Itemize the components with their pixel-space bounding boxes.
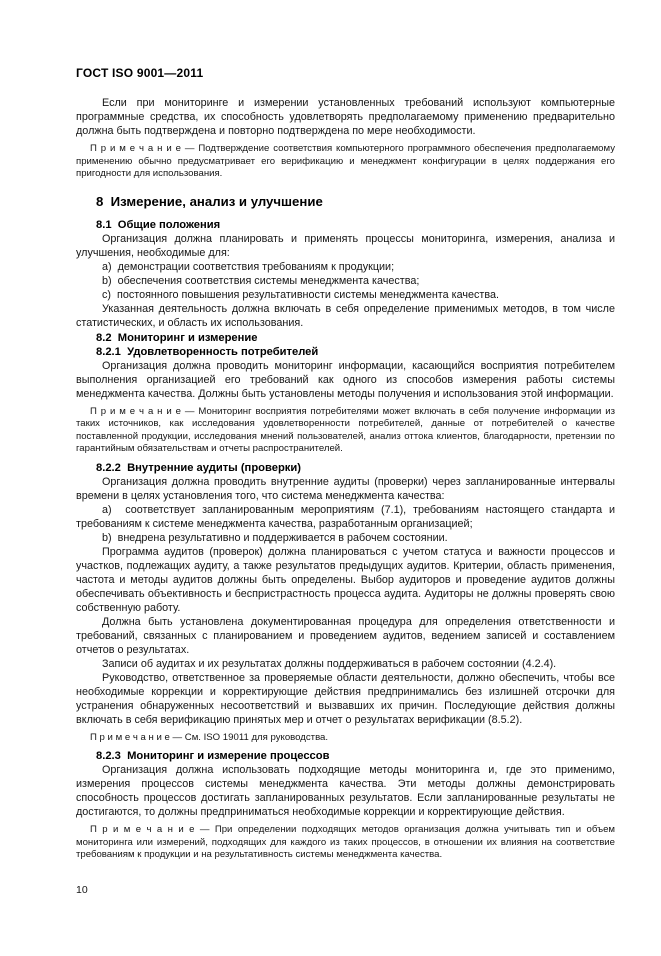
document-title: ГОСТ ISO 9001—2011 <box>76 66 204 80</box>
note-8-2-2: П р и м е ч а н и е — См. ISO 19011 для руководства. <box>90 731 329 743</box>
paragraph-8-2-3: Организация должна использовать подходящие методы мониторинга и, где это применимо, измерения процессов системы менеджмента качества. Эти методы должны демонстрировать способность процессов достигать запланированных результатов. Если запланированные результаты не достигаются, то должны предприниматься необходимые коррекции и корректирующие действия. <box>76 764 615 818</box>
paragraph-8-1-intro: Организация должна планировать и применять процессы мониторинга, измерения, анализа и улучшения, необходимые для: <box>76 232 615 259</box>
subsection-heading-8-2: 8.2 Мониторинг и измерение <box>96 331 258 344</box>
subsection-heading-8-2-3: 8.2.3 Мониторинг и измерение процессов <box>96 750 330 762</box>
page-content <box>76 66 615 868</box>
list-item-8-2-2-a: a) соответствует запланированным мероприятиям (7.1), требованиям настоящего стандарта и требованиям к системе менеджмента качества, разработанным организацией; <box>76 503 615 530</box>
paragraph-software-validation: Если при мониторинге и измерении установленных требований используют компьютерные программные средства, их способность удовлетворять предполагаемому применению предварительно должна быть подтверждена и повторно подтверждена по мере необходимости. <box>76 97 615 137</box>
subsection-heading-8-2-2: 8.2.2 Внутренние аудиты (проверки) <box>96 461 301 474</box>
note-8-2-1: П р и м е ч а н и е — Мониторинг восприятия потребителями может включать в себя получение информации из таких источников, как исследования удовлетворенности потребителей, данные от потребителей о качестве поставленной продукции, исследования мнений пользователей, анализ оттока клиентов, благодарности, претензии по гарантийным обязательствам и отчеты распространителей. <box>76 405 615 454</box>
page-footer <box>76 868 615 956</box>
list-item-a: a) демонстрации соответствия требованиям к продукции; <box>102 260 395 273</box>
paragraph-8-2-1: Организация должна проводить мониторинг информации, касающийся восприятия потребителем выполнения организацией его требований как одного из способов измерения работы системы менеджмента качества. Должны быть установлены методы получения и использования этой информации. <box>76 359 615 400</box>
paragraph-8-1-methods: Указанная деятельность должна включать в себя определение применимых методов, в том числе статистических, и область их использования. <box>76 302 615 329</box>
list-item-b: b) обеспечения соответствия системы менеджмента качества; <box>102 274 420 287</box>
note-software-validation: П р и м е ч а н и е — Подтверждение соответствия компьютерного программного обеспечения предполагаемому применению обычно предусматривает его верификацию и менеджмент конфигурации в целях поддержания его пригодности для использования. <box>76 143 615 179</box>
paragraph-audit-program: Программа аудитов (проверок) должна планироваться с учетом статуса и важности процессов и участков, подлежащих аудиту, а также результатов предыдущих аудитов. Критерии, область применения, частота и методы аудитов должны быть определены. Выбор аудиторов и проведение аудитов должны обеспечивать объективность и беспристрастность процесса аудита. Аудиторы не должны проверять свою собственную работу. <box>76 545 615 614</box>
section-heading-8: 8 Измерение, анализ и улучшение <box>96 193 323 209</box>
list-item-c: c) постоянного повышения результативности системы менеджмента качества. <box>102 288 499 301</box>
page-number: 10 <box>76 883 88 896</box>
list-item-8-2-2-b: b) внедрена результативно и поддерживается в рабочем состоянии. <box>102 531 448 544</box>
paragraph-management-corrections: Руководство, ответственное за проверяемые области деятельности, должно обеспечить, чтобы все необходимые коррекции и корректирующие действия предпринимались без излишней отсрочки для устранения обнаруженных несоответствий и вызвавших их причин. Последующие действия должны включать в себя верификацию принятых мер и отчет о результатах верификации (8.5.2). <box>76 671 615 726</box>
paragraph-documented-procedure: Должна быть установлена документированная процедура для определения ответственности и требований, связанных с планированием и проведением аудитов, ведением записей и составлением отчетов о результатах. <box>76 615 615 656</box>
subsection-heading-8-2-1: 8.2.1 Удовлетворенность потребителей <box>96 345 319 358</box>
paragraph-8-2-2-intro: Организация должна проводить внутренние аудиты (проверки) через запланированные интервалы времени в целях установления того, что система менеджмента качества: <box>76 475 615 502</box>
note-8-2-3: П р и м е ч а н и е — При определении подходящих методов организация должна учитывать тип и объем мониторинга или измерений, подходящих для каждого из таких процессов, в отношении их влияния на соответствие требованиям к продукции и на результативность системы менеджмента качества. <box>76 824 615 860</box>
paragraph-audit-records: Записи об аудитах и их результатах должны поддерживаться в рабочем состоянии (4.2.4). <box>102 657 557 670</box>
subsection-heading-8-1: 8.1 Общие положения <box>96 218 221 231</box>
